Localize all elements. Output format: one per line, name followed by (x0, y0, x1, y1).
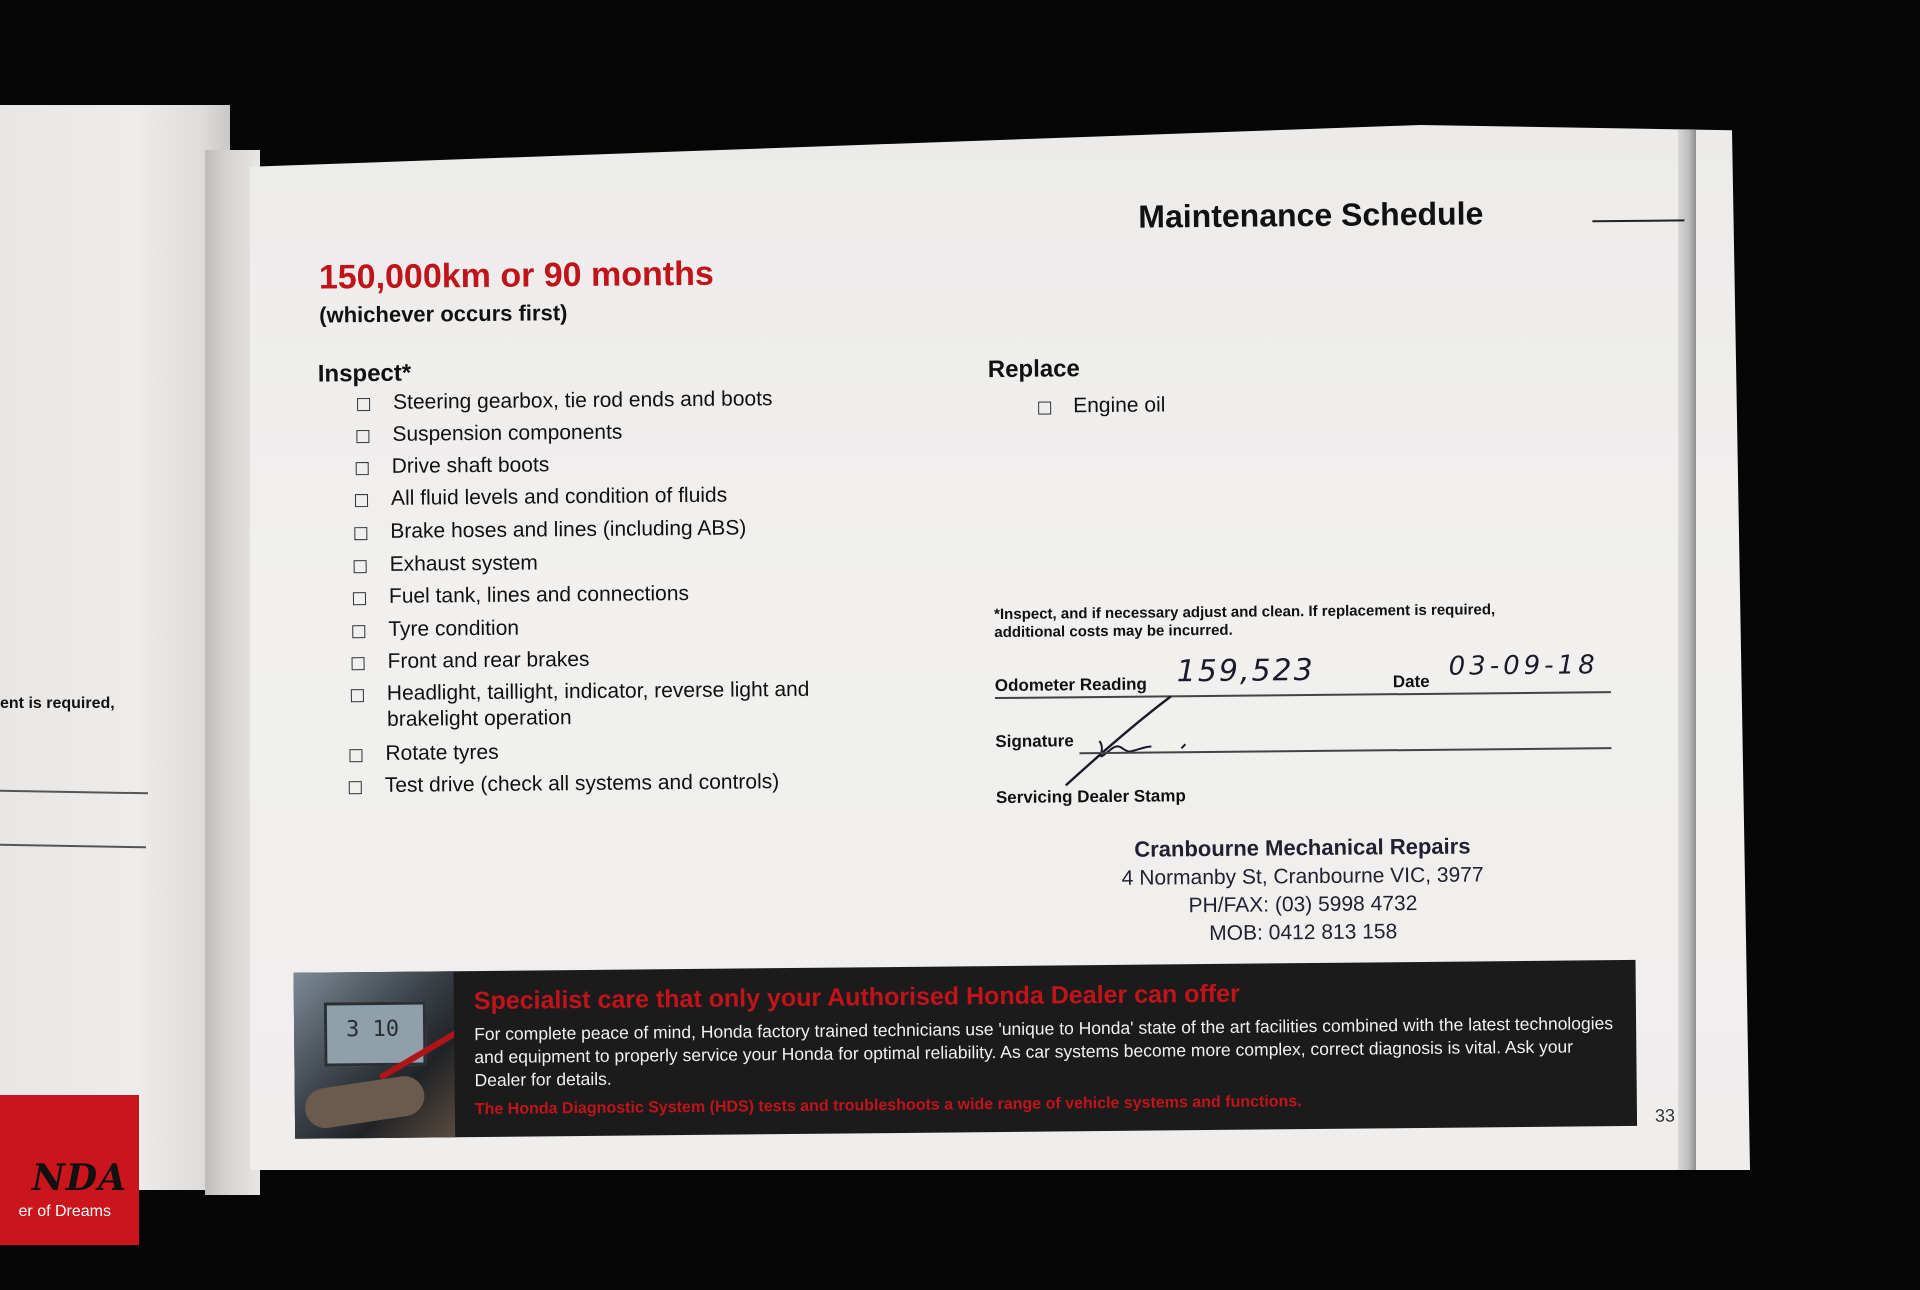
inspect-item: Steering gearbox, tie rod ends and boots (392, 387, 773, 414)
left-page-fragment-text: ent is required, (0, 695, 115, 712)
checkbox[interactable] (354, 527, 367, 540)
dealer-stamp-label: Servicing Dealer Stamp (995, 786, 1186, 808)
inspect-item: Rotate tyres (385, 740, 499, 765)
inspect-item: Test drive (check all systems and controls) (384, 770, 780, 797)
page-number: 33 (1654, 1105, 1676, 1126)
brand-tagline: er of Dreams (18, 1203, 111, 1220)
inspect-item: All fluid levels and condition of fluids (390, 483, 728, 510)
odometer-label: Odometer Reading (994, 674, 1147, 696)
date-handwritten-value: 03-09-18 (1448, 650, 1599, 682)
checkbox[interactable] (356, 462, 369, 475)
brand-wordmark: NDA (31, 1157, 127, 1199)
replace-item-engine-oil: Engine oil (1073, 393, 1166, 418)
checkbox[interactable] (357, 398, 370, 411)
inspect-item: Tyre condition (388, 616, 520, 641)
checkbox[interactable] (355, 494, 368, 507)
banner-footer: The Honda Diagnostic System (HDS) tests and troubleshoots a wide range of vehicle systems and functions. (474, 1093, 1302, 1119)
inspect-item: Fuel tank, lines and connections (388, 581, 690, 608)
checkbox[interactable] (354, 560, 367, 573)
banner-heading: Specialist care that only your Authorised Honda Dealer can offer (473, 979, 1240, 1016)
dealer-address: 4 Normanby St, Cranbourne VIC, 3977 (1121, 863, 1484, 890)
inspect-item: brakelight operation (387, 706, 572, 731)
diagnostic-tool-photo (294, 971, 456, 1139)
interval-subheading: (whichever occurs first) (319, 300, 568, 328)
inspect-item: Front and rear brakes (387, 647, 590, 673)
signature-label: Signature (995, 731, 1074, 752)
hds-banner (294, 960, 1638, 1139)
dealer-stamp (1092, 833, 1513, 947)
inspect-heading: Inspect* (317, 359, 412, 388)
checkbox[interactable] (349, 749, 362, 762)
section-title: Maintenance Schedule (1138, 195, 1484, 235)
odometer-handwritten-value: 159,523 (1176, 652, 1315, 690)
footnote-line: *Inspect, and if necessary adjust and clean. If replacement is required, (994, 601, 1496, 624)
inspect-item: Headlight, taillight, indicator, reverse light and (386, 677, 810, 705)
title-rule (1592, 219, 1684, 222)
handwritten-signature (1051, 688, 1202, 789)
interval-heading: 150,000km or 90 months (318, 254, 715, 297)
dealer-phone: PH/FAX: (03) 5998 4732 (1188, 892, 1418, 918)
checkbox[interactable] (352, 657, 365, 670)
inspect-item: Suspension components (392, 420, 623, 446)
dealer-name: Cranbourne Mechanical Repairs (1134, 833, 1471, 862)
footnote-line: additional costs may be incurred. (994, 621, 1233, 642)
dealer-mobile: MOB: 0412 813 158 (1209, 920, 1398, 946)
banner-body: For complete peace of mind, Honda factory trained technicians use 'unique to Honda' state of the art facilities combined with the latest technologies and equipment to properly service your Honda for optimal reliability. As car systems become more complex, correct diagnosis is vital. Ask your Dealer for details. (474, 1013, 1614, 1091)
checkbox[interactable] (1038, 402, 1051, 415)
date-label: Date (1392, 671, 1430, 692)
inspect-item: Exhaust system (389, 551, 538, 576)
inspect-item: Drive shaft boots (391, 453, 550, 478)
checkbox[interactable] (353, 592, 366, 605)
inspect-item: Brake hoses and lines (including ABS) (390, 516, 747, 543)
checkbox[interactable] (356, 430, 369, 443)
replace-heading: Replace (987, 355, 1080, 384)
checkbox[interactable] (352, 625, 365, 638)
technician-hand (302, 1073, 427, 1130)
checkbox[interactable] (351, 689, 364, 702)
footnote (994, 601, 1495, 642)
checkbox[interactable] (349, 781, 362, 794)
diagnostic-readout: 3 10 (345, 1016, 400, 1043)
